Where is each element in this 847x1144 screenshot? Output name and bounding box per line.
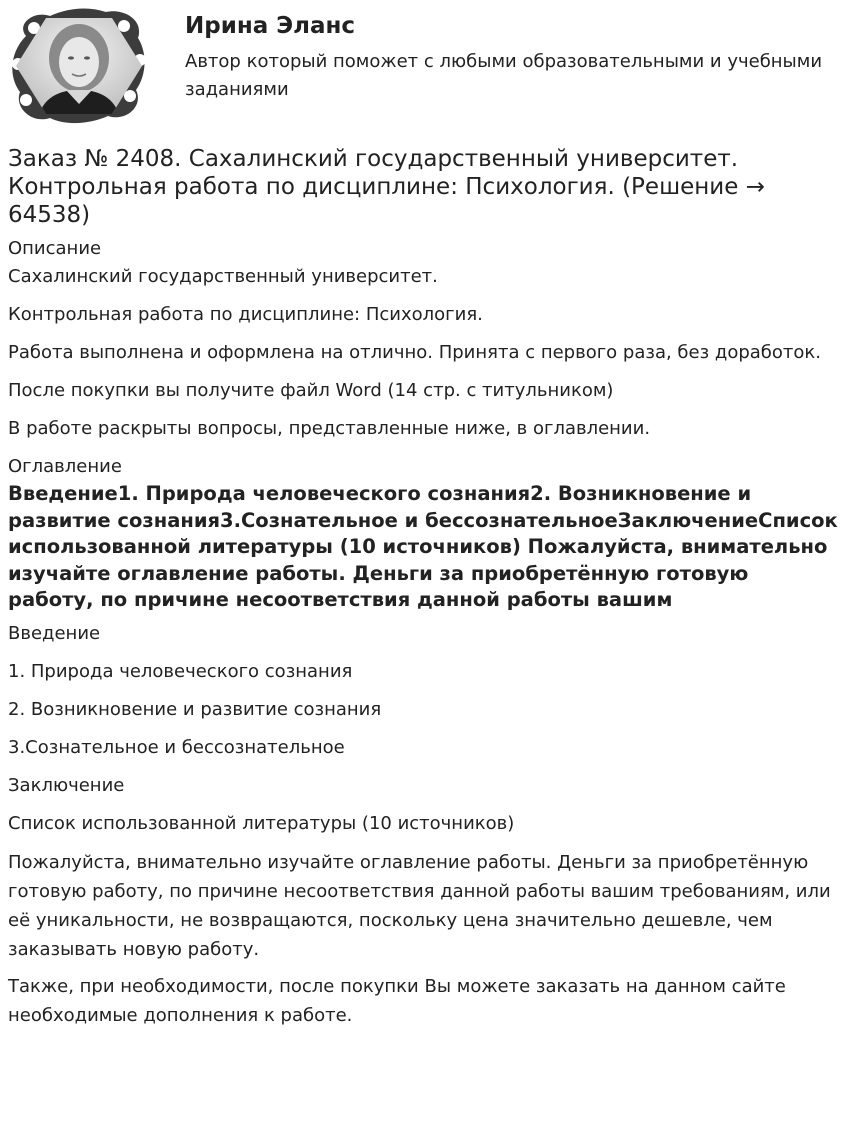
description-paragraph: Контрольная работа по дисциплине: Психология. [8, 304, 483, 325]
toc-item: Список использованной литературы (10 источников) [8, 812, 515, 834]
author-tagline: Автор который поможет с любыми образовательными и учебными заданиями [185, 51, 823, 100]
toc-item: 1. Природа человеческого сознания [8, 660, 353, 682]
author-name[interactable]: Ирина Эланс [185, 13, 356, 39]
toc-item: Заключение [8, 774, 125, 796]
author-header [0, 0, 847, 135]
description-paragraph: После покупки вы получите файл Word (14 стр. с титульником) [8, 380, 614, 401]
toc-item: 2. Возникновение и развитие сознания [8, 698, 382, 720]
description-label: Описание [8, 238, 102, 259]
toc-summary: Введение1. Природа человеческого сознания2. Возникновение и развитие сознания3.Сознательное и бессознательноеЗаключениеСписок использованной литературы (10 источников) Пожалуйста, внимательно изучайте оглавление работы. Деньги за приобретённую готовую работу, по причине несоответствия данной работы вашим [8, 482, 838, 611]
description-paragraph: Сахалинский государственный университет. [8, 266, 438, 287]
order-title: Заказ № 2408. Сахалинский государственный университет. Контрольная работа по дисциплине: Психология. (Решение → 64538) [8, 146, 765, 228]
closing-paragraph: Также, при необходимости, после покупки Вы можете заказать на данном сайте необходимые дополнения к работе. [8, 975, 786, 1026]
toc-item: Введение [8, 622, 101, 644]
description-paragraph: Работа выполнена и оформлена на отлично. Принята с первого раза, без доработок. [8, 342, 822, 363]
description-paragraph: В работе раскрыты вопросы, представленные ниже, в оглавлении. [8, 418, 651, 439]
avatar-photo-icon [6, 6, 152, 126]
closing-paragraph: Пожалуйста, внимательно изучайте оглавление работы. Деньги за приобретённую готовую работу, по причине несоответствия данной работы вашим требованиям, или её уникальности, не возвращаются, поскольку цена значительно дешевле, чем заказывать новую работу. [8, 851, 831, 960]
author-avatar[interactable] [6, 6, 152, 126]
toc-label: Оглавление [8, 456, 122, 477]
order-content [8, 145, 838, 1038]
toc-item: 3.Сознательное и бессознательное [8, 736, 345, 758]
